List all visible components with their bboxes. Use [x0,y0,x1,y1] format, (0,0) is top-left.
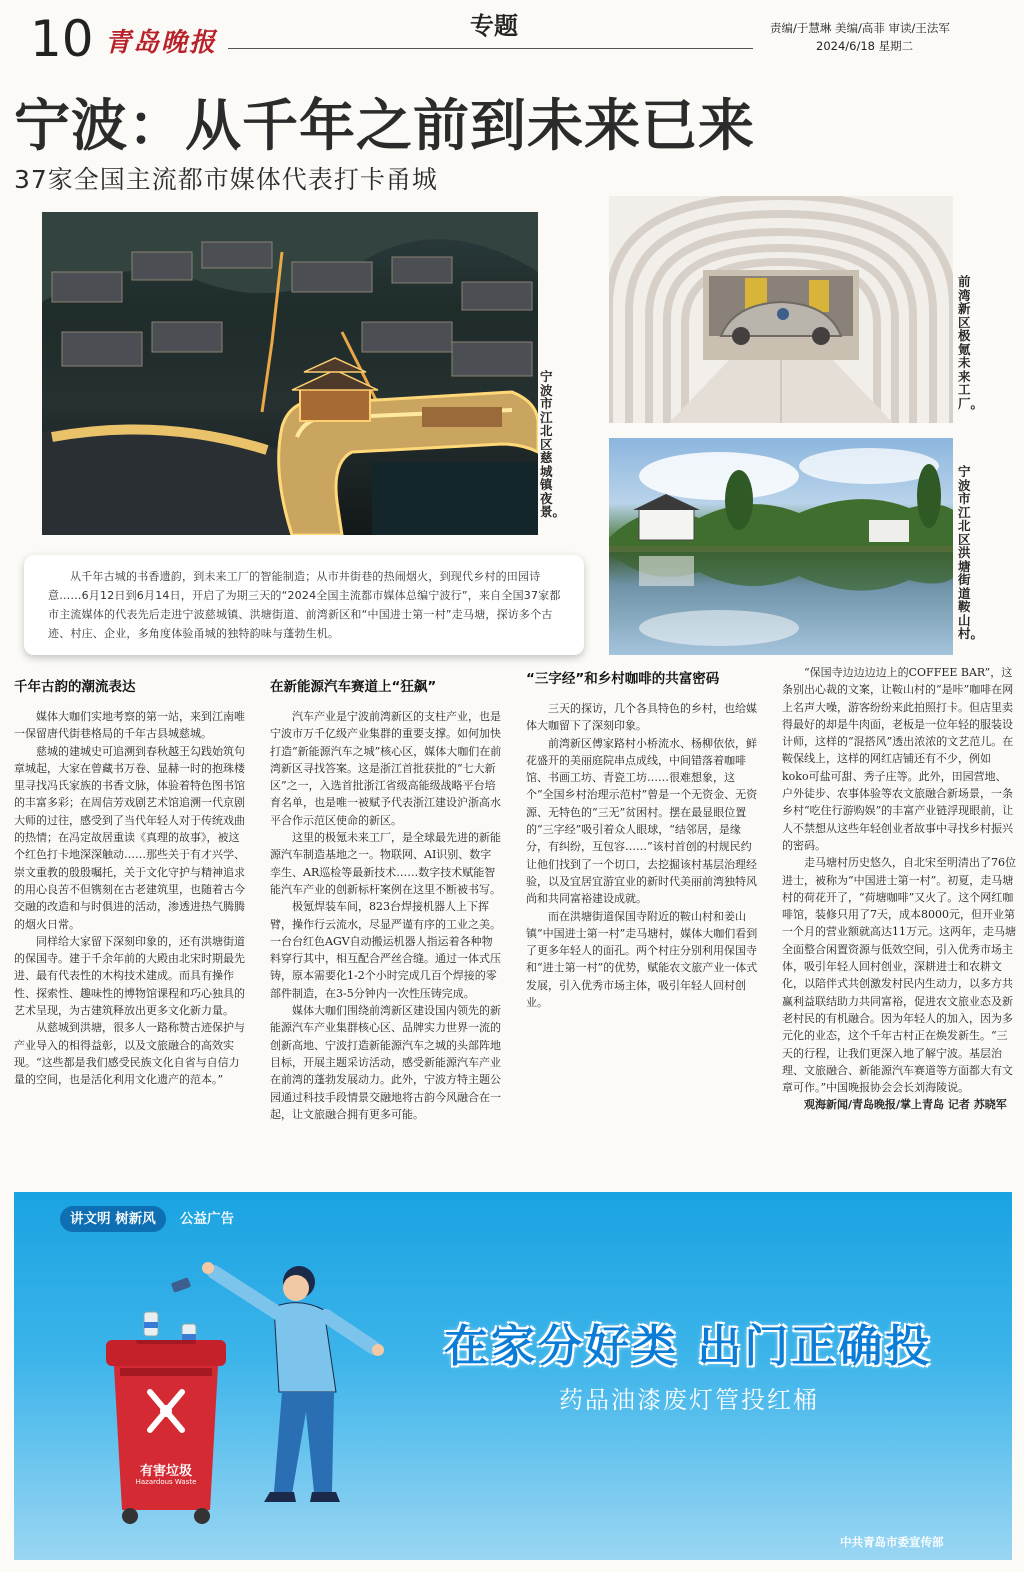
paragraph: 三天的探访，几个各具特色的乡村，也给媒体大咖留下了深刻印象。 [526,702,757,733]
photo-caption-lake: 宁波市江北区洪塘街道鞍山村。 [958,464,984,641]
photo-caption-factory: 前湾新区极氪未来工厂。 [958,274,984,411]
section-heading-3: “三字经”和乡村咖啡的共富密码 [526,671,720,687]
paragraph: 走马塘村历史悠久，自北宋至明清出了76位进士，被称为“中国进士第一村”。初夏，走马塘村的荷花开了，“荷塘咖啡”又火了。这个网红咖啡馆，装修只用了7天，成本8000元，但开业第一个月的营业额就高达11万元。这两年，走马塘全面整合闲置资源与低效空间，引入优秀市场主体，吸引年轻人回村创业，深耕进士和农耕文化，以陪伴式共创激发村民内生动力，以多方共赢利益联结助力共同富裕，促进农文旅业态及新老村民的有机融合。因为年轻人的加入，因为多元化的业态，这个千年古村正在焕发新生。“三天的行程，让我们更深入地了解宁波。基层治理、文旅融合、新能源汽车赛道等方面都大有文章可作。”中国晚报协会会长刘海陵说。 [782,856,1016,1095]
page-number: 10 [30,10,94,68]
ad-type-label: 公益广告 [180,1211,234,1227]
photo-zeekr-factory [609,196,953,423]
paragraph: 前湾新区傅家路村小桥流水、杨柳依依，鲜花盛开的美丽庭院串点成线，中间错落着咖啡馆、书画工坊、青瓷工坊……很难想象，这个“全国乡村治理示范村”曾是一个无资金、无资源、无特色的“三无”贫困村。摆在最显眼位置的“三字经”吸引着众人眼球，“结邻居，是缘分，有纠纷，互包容……”该村首创的村规民约让他们找到了一个切口，去挖掘该村基层治理经验，以及宜居宜游宜业的新时代美丽前湾独特风尚和共同富裕建设成就。 [526,736,758,906]
paragraph: 这里的极氪未来工厂，是全球最先进的新能源汽车制造基地之一。物联网、AI识别、数字孪生、AR巡检等最新技术……数字技术赋能智能汽车产业的创新标杆案例在这里不断被书写。 [270,831,501,896]
bin-label: 有害垃圾 [139,1464,192,1479]
paragraph: 而在洪塘街道保国寺附近的鞍山村和姜山镇“中国进士第一村”走马塘村，媒体大咖们看到了更多年轻人的面孔。两个村庄分别利用保国寺和“进士第一村”的优势，赋能农文旅产业一体式发展，引入优秀市场主体，吸引年轻人回村创业。 [526,909,758,1010]
hazardous-waste-bin-icon [106,1340,226,1524]
editor-credits: 责编/于慧琳 美编/高菲 审读/王法军 [770,21,950,35]
subheadline: 37家全国主流都市媒体代表打卡甬城 [14,165,438,194]
article-column-1 [14,676,246,1192]
paragraph: 媒体大咖们围绕前湾新区建设国内领先的新能源汽车产业集群核心区、品牌实力世界一流的创新高地、宁波打造新能源汽车之城的头部阵地目标，开展主题采访活动，感受新能源汽车产业在前湾的蓬勃发展动力。此外，宁波方特主题公园通过科技手段情景交融地将古韵今风融合在一起，让文旅融合拥有更多可能。 [270,1004,501,1121]
public-service-ad [14,1192,1012,1560]
paragraph: 极氪焊装车间，823台焊接机器人上下挥臂，操作行云流水，尽显严谨有序的工业之美。一台台红色AGV自动搬运机器人指运着各种物料穿行其中，相互配合严丝合缝。通过一体式压铸，原本需要化1-2个小时完成几百个焊接的零部件制造，在3-5分钟内一次性压铸完成。 [270,900,501,1000]
paragraph: 媒体大咖们实地考察的第一站，来到江南唯一保留唐代街巷格局的千年古县城慈城。 [14,710,245,741]
issue-date: 2024/6/18 星期二 [816,39,914,53]
masthead-rule [228,48,753,49]
ad-sponsor: 中共青岛市委宣传部 [840,1535,944,1549]
paragraph: “保国寺边边边边上的COFFEE BAR”，这条别出心裁的文案，让鞍山村的“是咔”咖啡在网上名声大噪，游客纷纷来此拍照打卡。但店里卖得最好的却是牛肉面，老板是一位年轻的服装设计师，这样的“混搭风”透出浓浓的文艺范儿。在鞍保线上，这样的网红店铺还有不少，例如koko可盐可甜、秀子庄等。此外，田园营地、户外徒步、农事体验等农文旅融合新场景，一条乡村“吃住行游购娱”的丰富产业链浮现眼前，让人不禁想从这些年轻创业者故事中寻找乡村振兴的密码。 [782,666,1014,852]
article-column-4 [782,664,1016,1192]
headline: 宁波：从千年之前到未来已来 [14,94,755,159]
photo-caption-night: 宁波市江北区慈城镇夜景。 [540,369,566,519]
byline: 观海新闻/青岛晚报/掌上青岛 记者 苏晓军 [804,1098,1007,1112]
intro-summary: 从千年古城的书香遗韵，到未来工厂的智能制造；从市井街巷的热闹烟火，到现代乡村的田园诗意……6月12日到6月14日，开启了为期三天的“2024全国主流都市媒体总编宁波行”，来自全国37家都市主流媒体的代表先后走进宁波慈城镇、洪塘街道、前湾新区和“中国进士第一村”走马塘，探访多个古迹、村庄、企业，多角度体验甬城的独特韵味与蓬勃生机。 [24,555,584,655]
article-column-2 [270,676,502,1192]
bin-label-english: Hazardous Waste [135,1478,197,1486]
ad-tag: 讲文明 树新风 [60,1206,166,1232]
paragraph: 慈城的建城史可追溯到春秋越王勾践始筑句章城起，大家在曾藏书万卷、显赫一时的抱珠楼里寻找冯氏家族的书香文脉，体验着特色图书馆的丰富多彩；在周信芳戏剧艺术馆追溯一代京剧大师的过往，感受到了当代年轻人对于传统戏曲的热情；在冯定故居重读《真理的故事》，被这个红色打卡地深深触动……那些关于有才兴学、崇文重教的殷殷嘱托，关于文化守护与精神追求的用心良苦不但镌刻在古老建筑里，也随着古今交融的改造和与时俱进的活动，渗透进热气腾腾的烟火日常。 [14,744,245,931]
ad-subslogan: 药品油漆废灯管投红桶 [559,1386,819,1414]
paragraph: 从慈城到洪塘，很多人一路称赞古迹保护与产业导入的相得益彰，以及文旅融合的高效实现。“这些都是我们感受民族文化自省与自信力量的空间，也是活化利用文化遗产的范本。” [14,1021,245,1087]
photo-anshan-village [609,438,953,655]
paper-logo: 青岛晚报 [105,28,218,58]
paragraph: 同样给大家留下深刻印象的，还有洪塘街道的保国寺。建于千余年前的大殿由北宋时期最先进、最有代表性的木构技术建成。而具有操作性、探索性、趣味性的博物馆课程和巧心独具的艺术呈现，为古建筑释放出更多文化新力量。 [14,934,245,1018]
paragraph: 汽车产业是宁波前湾新区的支柱产业，也是宁波市万千亿级产业集群的重要支撑。如何加快打造“新能源汽车之城”核心区，媒体大咖们在前湾新区寻找答案。这是浙江首批获批的“七大新区”之一，入选首批浙江省级高能级战略平台培育名单，也是唯一被赋予代表浙江建设沪浙高水平合作示范区使命的新区。 [270,710,502,827]
section-heading-2: 在新能源汽车赛道上“狂飙” [270,679,437,695]
section-label: 专题 [470,12,518,40]
article-column-3 [526,664,758,1192]
section-heading-1: 千年古韵的潮流表达 [14,679,136,695]
ad-slogan: 在家分好类 出门正确投 [444,1321,933,1372]
photo-cicheng-night [42,212,538,535]
